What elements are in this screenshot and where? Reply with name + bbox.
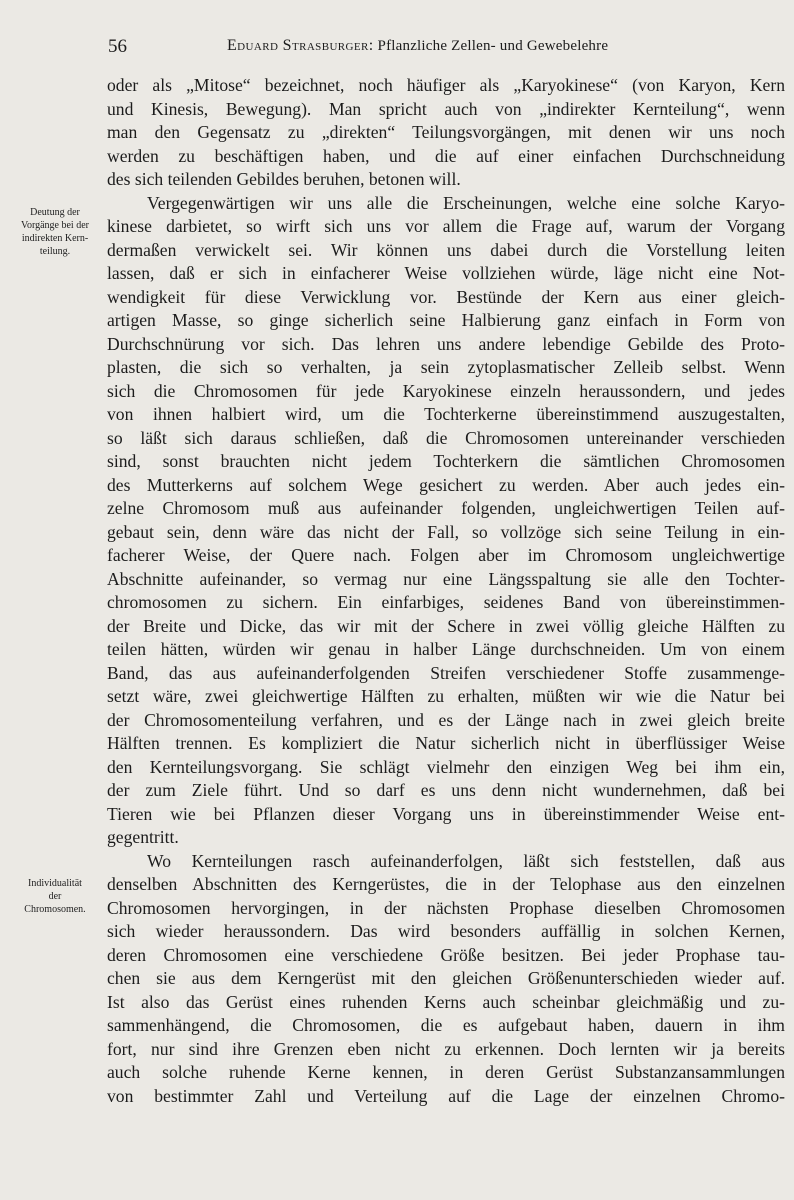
text-line: von bestimmter Zahl und Verteilung auf die Lage der einzelnen Chromo- <box>107 1085 785 1106</box>
running-head <box>227 37 608 55</box>
text-line: auch solche ruhende Kerne kennen, in deren Gerüst Substanzansammlungen <box>107 1062 785 1082</box>
margin-note-line: indirekten Kern- <box>21 233 89 244</box>
text-line: zelne Chromosom muß aus aufeinander folgenden, ungleichwertigen Teilen auf- <box>107 498 785 518</box>
body-text <box>107 74 785 1108</box>
text-line: oder als „Mitose“ bezeichnet, noch häufiger als „Karyokinese“ (von Karyon, Kern <box>107 75 785 95</box>
margin-note-line: Individualität <box>28 878 82 889</box>
text-line: von ihnen halbiert wird, um die Tochterkerne übereinstimmend auszugestalten, <box>107 404 785 424</box>
margin-note-individualitaet <box>6 877 104 916</box>
text-line: plasten, die sich so verhalten, ja sein zytoplasmatischer Zelleib selbst. Wenn <box>107 357 785 377</box>
text-line: des Mutterkerns auf solchem Wege gesichert zu werden. Aber auch jedes ein- <box>107 474 785 495</box>
text-line: so läßt sich daraus schließen, daß die Chromosomen untereinander verschieden <box>107 427 785 448</box>
text-line: Chromosomen hervorgingen, in der nächsten Prophase dieselben Chromosomen <box>107 897 785 918</box>
text-line: gegentritt. <box>107 827 179 847</box>
margin-note-line: Vorgänge bei der <box>21 220 89 231</box>
text-line: Ist also das Gerüst eines ruhenden Kerns auch scheinbar gleichmäßig und zu- <box>107 991 785 1012</box>
text-line: den Kernteilungsvorgang. Sie schlägt vielmehr den einzigen Weg bei ihm ein, <box>107 756 785 777</box>
margin-note-line: der <box>48 891 62 902</box>
text-line: chromosomen zu sichern. Ein einfarbiges, seidenes Band von übereinstimmen- <box>107 592 785 612</box>
margin-note-line: Chromosomen. <box>24 904 86 915</box>
text-line: deren Chromosomen eine verschiedene Größe besitzen. Bei jeder Prophase tau- <box>107 944 785 965</box>
margin-note-deutung <box>6 206 104 258</box>
page-header <box>0 36 794 60</box>
text-line: und Kinesis, Bewegung). Man spricht auch von „indirekter Kernteilung“, wenn <box>107 98 785 119</box>
text-line: kinese darbietet, so wirft sich uns vor allem die Frage auf, warum der Vorgang <box>107 216 785 236</box>
text-line: der zum Ziele führt. Und so darf es uns denn nicht wundernehmen, daß bei <box>107 780 785 800</box>
page-number: 56 <box>108 36 127 57</box>
text-line: dermaßen verwickelt sei. Wir können uns dabei durch die Vorstellung leiten <box>107 239 785 260</box>
text-line: Tieren wie bei Pflanzen dieser Vorgang uns in übereinstimmender Weise ent- <box>107 803 785 824</box>
text-line: Wo Kernteilungen rasch aufeinanderfolgen, läßt sich feststellen, daß aus <box>147 850 785 871</box>
text-line: fort, nur sind ihre Grenzen eben nicht zu erkennen. Doch lernten wir ja bereits <box>107 1038 785 1059</box>
text-line: teilen hätten, würden wir genau in halber Länge durchschneiden. Um von einem <box>107 639 785 659</box>
text-line: Durchschnürung vor sich. Das lehren uns andere lebendige Gebilde des Proto- <box>107 333 785 354</box>
running-head-title: Pflanzliche Zellen- und Gewebelehre <box>377 38 609 54</box>
text-line: sich die Chromosomen für jede Karyokinese einzeln heraussondern, und jedes <box>107 380 785 401</box>
text-line: Abschnitte aufeinander, so vermag nur eine Längsspaltung sie alle den Tochter- <box>107 568 785 589</box>
text-line: werden zu beschäftigen haben, und die auf einer einfachen Durchschneidung <box>107 145 785 166</box>
text-line: facherer Weise, der Quere nach. Folgen aber im Chromosom ungleichwertige <box>107 545 785 565</box>
text-line: artigen Masse, so ginge sicherlich seine Halbierung ganz einfach in Form von <box>107 310 785 330</box>
text-line: denselben Abschnitten des Kerngerüstes, die in der Telophase aus den einzelnen <box>107 874 785 894</box>
text-line: setzt wäre, zwei gleichwertige Hälften zu erhalten, müßten wir wie die Natur bei <box>107 686 785 706</box>
margin-note-line: teilung. <box>39 246 71 257</box>
text-line: Band, das aus aufeinanderfolgenden Streifen verschiedener Stoffe zusammenge- <box>107 662 785 683</box>
text-line: der Breite und Dicke, das wir mit der Schere in zwei völlig gleiche Hälften zu <box>107 615 785 636</box>
running-head-author: Eduard Strasburger: <box>227 37 374 54</box>
text-line: chen sie aus dem Kerngerüst mit den gleichen Größenunterschieden wieder auf. <box>107 968 785 988</box>
text-line: des sich teilenden Gebildes beruhen, betonen will. <box>107 169 461 189</box>
text-line: sind, sonst brauchten nicht jedem Tochterkern die sämtlichen Chromosomen <box>107 451 785 471</box>
text-line: Hälften trennen. Es kompliziert die Natur sicherlich nicht in überflüssiger Weise <box>107 733 785 753</box>
text-line: der Chromosomenteilung verfahren, und es der Länge nach in zwei gleich breite <box>107 709 785 730</box>
margin-note-line: Deutung der <box>30 207 80 218</box>
text-line: gebaut sein, denn wäre das nicht der Fall, so vollzöge sich seine Teilung in ein- <box>107 521 785 542</box>
text-line: wendigkeit für diese Verwicklung vor. Bestünde der Kern aus einer gleich- <box>107 286 785 307</box>
text-line: sammenhängend, die Chromosomen, die es aufgebaut haben, dauern in ihm <box>107 1015 785 1035</box>
text-line: man den Gegensatz zu „direkten“ Teilungsvorgängen, mit denen wir uns noch <box>107 122 785 142</box>
text-line: lassen, daß er sich in einfacherer Weise vollziehen würde, läge nicht eine Not- <box>107 263 785 283</box>
text-line: Vergegenwärtigen wir uns alle die Erscheinungen, welche eine solche Karyo- <box>147 192 785 213</box>
text-line: sich wieder heraussondern. Das wird besonders auffällig in solchen Kernen, <box>107 921 785 941</box>
